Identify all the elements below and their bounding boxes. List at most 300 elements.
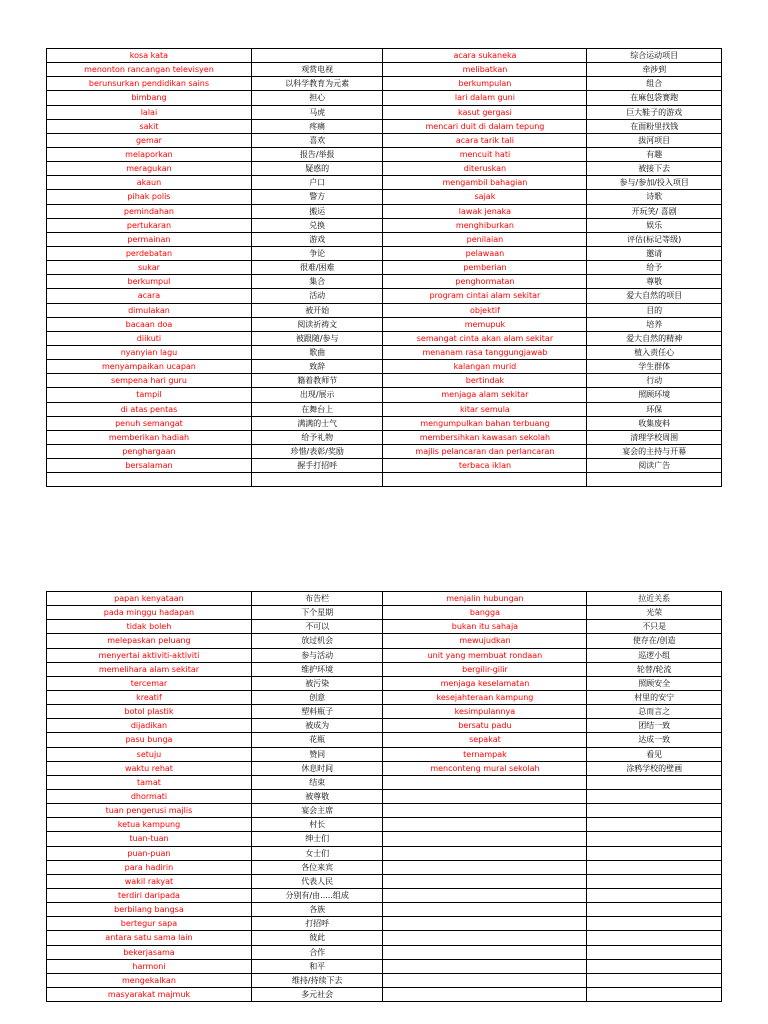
malay-term-cell: para hadirin — [47, 860, 252, 874]
chinese-translation-cell: 马虎 — [251, 105, 383, 119]
chinese-translation-cell: 培养 — [587, 317, 722, 331]
chinese-translation-cell: 警方 — [251, 190, 383, 204]
chinese-translation-cell: 不只是 — [587, 620, 722, 634]
chinese-translation-cell: 维持/持续下去 — [251, 973, 383, 987]
table-row — [47, 402, 722, 416]
table-row — [47, 733, 722, 747]
malay-term-cell: masyarakat majmuk — [47, 987, 252, 1001]
chinese-translation-cell — [587, 818, 722, 832]
table-row — [47, 945, 722, 959]
malay-term-cell: pada minggu hadapan — [47, 606, 252, 620]
malay-term-cell: menjaga alam sekitar — [383, 388, 587, 402]
table-row — [47, 761, 722, 775]
malay-term-cell: objektif — [383, 303, 587, 317]
chinese-translation-cell: 喜欢 — [251, 133, 383, 147]
vocab-table-2 — [46, 591, 722, 1002]
malay-term-cell: kesimpulannya — [383, 705, 587, 719]
chinese-translation-cell: 休息时间 — [251, 761, 383, 775]
malay-term-cell — [383, 917, 587, 931]
malay-term-cell: menanam rasa tanggungjawab — [383, 345, 587, 359]
chinese-translation-cell: 目的 — [587, 303, 722, 317]
malay-term-cell: semangat cinta akan alam sekitar — [383, 331, 587, 345]
chinese-translation-cell: 综合运动项目 — [587, 49, 722, 63]
malay-term-cell: bangga — [383, 606, 587, 620]
chinese-translation-cell: 开玩笑/ 喜剧 — [587, 204, 722, 218]
chinese-translation-cell: 兑换 — [251, 218, 383, 232]
chinese-translation-cell: 行动 — [587, 374, 722, 388]
malay-term-cell: pemindahan — [47, 204, 252, 218]
malay-term-cell: tamat — [47, 775, 252, 789]
malay-term-cell — [383, 818, 587, 832]
malay-term-cell — [383, 945, 587, 959]
table-row — [47, 459, 722, 473]
malay-term-cell: bertegur sapa — [47, 917, 252, 931]
chinese-translation-cell: 和平 — [251, 959, 383, 973]
malay-term-cell: mengambil bahagian — [383, 176, 587, 190]
table-row — [47, 473, 722, 487]
malay-term-cell: menyampaikan ucapan — [47, 360, 252, 374]
chinese-translation-cell: 拉近关系 — [587, 592, 722, 606]
chinese-translation-cell: 被成为 — [251, 719, 383, 733]
malay-term-cell: penuh semangat — [47, 416, 252, 430]
table-row — [47, 648, 722, 662]
chinese-translation-cell: 户口 — [251, 176, 383, 190]
chinese-translation-cell: 代表人民 — [251, 874, 383, 888]
malay-term-cell — [383, 804, 587, 818]
malay-term-cell: harmoni — [47, 959, 252, 973]
table-row — [47, 775, 722, 789]
chinese-translation-cell: 总而言之 — [587, 705, 722, 719]
malay-term-cell: menconteng mural sekolah — [383, 761, 587, 775]
chinese-translation-cell: 轮替/轮流 — [587, 662, 722, 676]
table-row — [47, 77, 722, 91]
malay-term-cell: memelihara alam sekitar — [47, 662, 252, 676]
malay-term-cell — [383, 987, 587, 1001]
malay-term-cell: bimbang — [47, 91, 252, 105]
table-row — [47, 275, 722, 289]
malay-term-cell: tidak boleh — [47, 620, 252, 634]
chinese-translation-cell: 照顾安全 — [587, 676, 722, 690]
malay-term-cell: kasut gergasi — [383, 105, 587, 119]
table-row — [47, 705, 722, 719]
table-row — [47, 133, 722, 147]
malay-term-cell: waktu rehat — [47, 761, 252, 775]
chinese-translation-cell: 结束 — [251, 775, 383, 789]
malay-term-cell: berkumpulan — [383, 77, 587, 91]
malay-term-cell: bersatu padu — [383, 719, 587, 733]
chinese-translation-cell — [587, 874, 722, 888]
table-row — [47, 49, 722, 63]
table-row — [47, 317, 722, 331]
malay-term-cell — [383, 832, 587, 846]
malay-term-cell: terbaca iklan — [383, 459, 587, 473]
malay-term-cell — [383, 903, 587, 917]
chinese-translation-cell: 照顾环境 — [587, 388, 722, 402]
malay-term-cell: terdiri daripada — [47, 888, 252, 902]
chinese-translation-cell: 多元社会 — [251, 987, 383, 1001]
chinese-translation-cell — [587, 931, 722, 945]
chinese-translation-cell: 疼痛 — [251, 119, 383, 133]
chinese-translation-cell: 合作 — [251, 945, 383, 959]
chinese-translation-cell: 疑惑的 — [251, 162, 383, 176]
malay-term-cell — [383, 775, 587, 789]
table-row — [47, 804, 722, 818]
chinese-translation-cell: 出现/展示 — [251, 388, 383, 402]
malay-term-cell: sempena hari guru — [47, 374, 252, 388]
chinese-translation-cell — [587, 888, 722, 902]
chinese-translation-cell: 阅读祈祷文 — [251, 317, 383, 331]
malay-term-cell: berbilang bangsa — [47, 903, 252, 917]
chinese-translation-cell: 看见 — [587, 747, 722, 761]
chinese-translation-cell: 争论 — [251, 246, 383, 260]
malay-term-cell: melepaskan peluang — [47, 634, 252, 648]
malay-term-cell: kalangan murid — [383, 360, 587, 374]
table-row — [47, 662, 722, 676]
chinese-translation-cell: 村里的安宁 — [587, 690, 722, 704]
table-row — [47, 289, 722, 303]
malay-term-cell: dijadikan — [47, 719, 252, 733]
malay-term-cell: mewujudkan — [383, 634, 587, 648]
chinese-translation-cell: 学生群体 — [587, 360, 722, 374]
malay-term-cell: menyertai aktiviti-aktiviti — [47, 648, 252, 662]
malay-term-cell: bergilir-gilir — [383, 662, 587, 676]
chinese-translation-cell: 涂鸦学校的壁画 — [587, 761, 722, 775]
chinese-translation-cell: 各位来宾 — [251, 860, 383, 874]
malay-term-cell — [383, 789, 587, 803]
malay-term-cell: pemberian — [383, 261, 587, 275]
chinese-translation-cell: 搬运 — [251, 204, 383, 218]
chinese-translation-cell: 收集废料 — [587, 416, 722, 430]
malay-term-cell: kesejahteraan kampung — [383, 690, 587, 704]
chinese-translation-cell: 在麻包袋赛跑 — [587, 91, 722, 105]
chinese-translation-cell — [587, 804, 722, 818]
table-row — [47, 903, 722, 917]
table-row — [47, 789, 722, 803]
table-row — [47, 218, 722, 232]
chinese-translation-cell — [587, 945, 722, 959]
malay-term-cell: tuan-tuan — [47, 832, 252, 846]
chinese-translation-cell: 评估(标记等级) — [587, 232, 722, 246]
malay-term-cell — [383, 860, 587, 874]
table-row — [47, 634, 722, 648]
chinese-translation-cell — [587, 775, 722, 789]
malay-term-cell: bacaan doa — [47, 317, 252, 331]
chinese-translation-cell — [251, 49, 383, 63]
chinese-translation-cell: 籍着教师节 — [251, 374, 383, 388]
table-row — [47, 204, 722, 218]
chinese-translation-cell: 拔河项目 — [587, 133, 722, 147]
malay-term-cell: menjalin hubungan — [383, 592, 587, 606]
malay-term-cell: meragukan — [47, 162, 252, 176]
vocab-table-1 — [46, 48, 722, 487]
table-row — [47, 261, 722, 275]
chinese-translation-cell: 珍惜/表彰/奖励 — [251, 444, 383, 458]
chinese-translation-cell: 被接下去 — [587, 162, 722, 176]
chinese-translation-cell: 赞同 — [251, 747, 383, 761]
chinese-translation-cell — [587, 917, 722, 931]
table-row — [47, 91, 722, 105]
malay-term-cell: bertindak — [383, 374, 587, 388]
chinese-translation-cell: 团结一致 — [587, 719, 722, 733]
table-row — [47, 888, 722, 902]
chinese-translation-cell: 诗歌 — [587, 190, 722, 204]
chinese-translation-cell — [587, 860, 722, 874]
malay-term-cell: memberikan hadiah — [47, 430, 252, 444]
chinese-translation-cell: 娱乐 — [587, 218, 722, 232]
malay-term-cell: berunsurkan pendidikan sains — [47, 77, 252, 91]
table-row — [47, 818, 722, 832]
table-row — [47, 176, 722, 190]
chinese-translation-cell: 彼此 — [251, 931, 383, 945]
chinese-translation-cell: 村长 — [251, 818, 383, 832]
malay-term-cell — [383, 874, 587, 888]
malay-term-cell: setuju — [47, 747, 252, 761]
malay-term-cell: membersihkan kawasan sekolah — [383, 430, 587, 444]
malay-term-cell: pelawaan — [383, 246, 587, 260]
table-row — [47, 620, 722, 634]
chinese-translation-cell: 宴会的主持与开幕 — [587, 444, 722, 458]
malay-term-cell: menjaga keselamatan — [383, 676, 587, 690]
chinese-translation-cell: 给予 — [587, 261, 722, 275]
chinese-translation-cell: 分别有/由.....组成 — [251, 888, 383, 902]
malay-term-cell: menonton rancangan televisyen — [47, 63, 252, 77]
malay-term-cell: puan-puan — [47, 846, 252, 860]
chinese-translation-cell: 有趣 — [587, 147, 722, 161]
chinese-translation-cell: 被尊敬 — [251, 789, 383, 803]
malay-term-cell: mengumpulkan bahan terbuang — [383, 416, 587, 430]
chinese-translation-cell: 参与活动 — [251, 648, 383, 662]
table-row — [47, 959, 722, 973]
chinese-translation-cell: 创意 — [251, 690, 383, 704]
table-row — [47, 331, 722, 345]
chinese-translation-cell: 在面粉里找钱 — [587, 119, 722, 133]
chinese-translation-cell: 维护环境 — [251, 662, 383, 676]
chinese-translation-cell: 很难/困难 — [251, 261, 383, 275]
malay-term-cell: penghargaan — [47, 444, 252, 458]
malay-term-cell: akaun — [47, 176, 252, 190]
chinese-translation-cell: 活动 — [251, 289, 383, 303]
malay-term-cell: diikuti — [47, 331, 252, 345]
chinese-translation-cell: 清理学校周围 — [587, 430, 722, 444]
chinese-translation-cell: 阅读广告 — [587, 459, 722, 473]
malay-term-cell: lalai — [47, 105, 252, 119]
table-row — [47, 676, 722, 690]
chinese-translation-cell — [587, 903, 722, 917]
malay-term-cell: acara sukaneka — [383, 49, 587, 63]
malay-term-cell — [383, 931, 587, 945]
malay-term-cell: sukar — [47, 261, 252, 275]
malay-term-cell: bukan itu sahaja — [383, 620, 587, 634]
table-row — [47, 416, 722, 430]
malay-term-cell: botol plastik — [47, 705, 252, 719]
table-row — [47, 162, 722, 176]
table-row — [47, 232, 722, 246]
malay-term-cell: ternampak — [383, 747, 587, 761]
malay-term-cell: lawak jenaka — [383, 204, 587, 218]
malay-term-cell — [383, 473, 587, 487]
malay-term-cell: nyanyian lagu — [47, 345, 252, 359]
chinese-translation-cell — [587, 959, 722, 973]
malay-term-cell — [383, 959, 587, 973]
chinese-translation-cell: 被污染 — [251, 676, 383, 690]
chinese-translation-cell: 环保 — [587, 402, 722, 416]
table-row — [47, 147, 722, 161]
chinese-translation-cell: 组合 — [587, 77, 722, 91]
chinese-translation-cell: 爱大自然的精神 — [587, 331, 722, 345]
chinese-translation-cell — [587, 987, 722, 1001]
chinese-translation-cell: 担心 — [251, 91, 383, 105]
chinese-translation-cell — [587, 973, 722, 987]
malay-term-cell: melaporkan — [47, 147, 252, 161]
table-row — [47, 374, 722, 388]
chinese-translation-cell: 下个星期 — [251, 606, 383, 620]
chinese-translation-cell: 光荣 — [587, 606, 722, 620]
malay-term-cell: memupuk — [383, 317, 587, 331]
chinese-translation-cell: 被开始 — [251, 303, 383, 317]
malay-term-cell: sepakat — [383, 733, 587, 747]
malay-term-cell: di atas pentas — [47, 402, 252, 416]
table-row — [47, 874, 722, 888]
chinese-translation-cell: 给予礼物 — [251, 430, 383, 444]
chinese-translation-cell: 塑料瓶子 — [251, 705, 383, 719]
malay-term-cell: acara tarik tali — [383, 133, 587, 147]
malay-term-cell: kosa kata — [47, 49, 252, 63]
table-row — [47, 345, 722, 359]
chinese-translation-cell: 被跟随/参与 — [251, 331, 383, 345]
malay-term-cell: kreatif — [47, 690, 252, 704]
malay-term-cell: tuan pengerusi majlis — [47, 804, 252, 818]
malay-term-cell: tercemar — [47, 676, 252, 690]
table-row — [47, 105, 722, 119]
chinese-translation-cell: 巨大鞋子的游戏 — [587, 105, 722, 119]
chinese-translation-cell: 歌曲 — [251, 345, 383, 359]
malay-term-cell: antara satu sama lain — [47, 931, 252, 945]
chinese-translation-cell: 打招呼 — [251, 917, 383, 931]
table-row — [47, 917, 722, 931]
malay-term-cell: gemar — [47, 133, 252, 147]
malay-term-cell: penghormatan — [383, 275, 587, 289]
chinese-translation-cell: 握手打招呼 — [251, 459, 383, 473]
chinese-translation-cell: 放过机会 — [251, 634, 383, 648]
chinese-translation-cell: 女士们 — [251, 846, 383, 860]
malay-term-cell: majlis pelancaran dan perlancaran — [383, 444, 587, 458]
chinese-translation-cell: 尊敬 — [587, 275, 722, 289]
malay-term-cell: bekerjasama — [47, 945, 252, 959]
malay-term-cell — [383, 846, 587, 860]
chinese-translation-cell — [587, 846, 722, 860]
malay-term-cell: mencari duit di dalam tepung — [383, 119, 587, 133]
malay-term-cell: bersalaman — [47, 459, 252, 473]
table-row — [47, 832, 722, 846]
chinese-translation-cell: 绅士们 — [251, 832, 383, 846]
malay-term-cell: wakil rakyat — [47, 874, 252, 888]
table-row — [47, 592, 722, 606]
chinese-translation-cell — [587, 832, 722, 846]
table-row — [47, 860, 722, 874]
chinese-translation-cell: 爱大自然的项目 — [587, 289, 722, 303]
chinese-translation-cell — [587, 789, 722, 803]
malay-term-cell: sakit — [47, 119, 252, 133]
malay-term-cell: penilaian — [383, 232, 587, 246]
table-row — [47, 360, 722, 374]
malay-term-cell: perdebatan — [47, 246, 252, 260]
malay-term-cell: melibatkan — [383, 63, 587, 77]
chinese-translation-cell: 达成一致 — [587, 733, 722, 747]
malay-term-cell: tampil — [47, 388, 252, 402]
table-row — [47, 63, 722, 77]
table-row — [47, 119, 722, 133]
table-row — [47, 846, 722, 860]
malay-term-cell: pertukaran — [47, 218, 252, 232]
chinese-translation-cell: 集合 — [251, 275, 383, 289]
chinese-translation-cell: 巡逻小组 — [587, 648, 722, 662]
malay-term-cell: unit yang membuat rondaan — [383, 648, 587, 662]
table-row — [47, 303, 722, 317]
malay-term-cell — [383, 973, 587, 987]
malay-term-cell: pihak polis — [47, 190, 252, 204]
chinese-translation-cell: 满满的士气 — [251, 416, 383, 430]
table-row — [47, 747, 722, 761]
chinese-translation-cell: 邀请 — [587, 246, 722, 260]
chinese-translation-cell: 报告/举报 — [251, 147, 383, 161]
malay-term-cell: sajak — [383, 190, 587, 204]
chinese-translation-cell: 致辞 — [251, 360, 383, 374]
table-row — [47, 430, 722, 444]
malay-term-cell: dhormati — [47, 789, 252, 803]
table-row — [47, 246, 722, 260]
table-row — [47, 719, 722, 733]
malay-term-cell: acara — [47, 289, 252, 303]
chinese-translation-cell: 游戏 — [251, 232, 383, 246]
chinese-translation-cell: 观赏电视 — [251, 63, 383, 77]
chinese-translation-cell — [251, 473, 383, 487]
chinese-translation-cell: 花瓶 — [251, 733, 383, 747]
malay-term-cell: menghiburkan — [383, 218, 587, 232]
chinese-translation-cell — [587, 473, 722, 487]
table-row — [47, 388, 722, 402]
malay-term-cell — [383, 888, 587, 902]
malay-term-cell: ketua kampung — [47, 818, 252, 832]
table-row — [47, 931, 722, 945]
table-row — [47, 690, 722, 704]
chinese-translation-cell: 牵涉到 — [587, 63, 722, 77]
chinese-translation-cell: 使存在/创造 — [587, 634, 722, 648]
malay-term-cell: permainan — [47, 232, 252, 246]
malay-term-cell: berkumpul — [47, 275, 252, 289]
chinese-translation-cell: 各族 — [251, 903, 383, 917]
chinese-translation-cell: 在舞台上 — [251, 402, 383, 416]
malay-term-cell: mengekalkan — [47, 973, 252, 987]
table-row — [47, 606, 722, 620]
malay-term-cell: mencuit hati — [383, 147, 587, 161]
malay-term-cell — [47, 473, 252, 487]
table-row — [47, 190, 722, 204]
malay-term-cell: lari dalam guni — [383, 91, 587, 105]
malay-term-cell: kitar semula — [383, 402, 587, 416]
chinese-translation-cell: 植入责任心 — [587, 345, 722, 359]
chinese-translation-cell: 以科学教育为元素 — [251, 77, 383, 91]
table-row — [47, 444, 722, 458]
table-row — [47, 973, 722, 987]
table-row — [47, 987, 722, 1001]
malay-term-cell: pasu bunga — [47, 733, 252, 747]
malay-term-cell: diteruskan — [383, 162, 587, 176]
chinese-translation-cell: 宴会主席 — [251, 804, 383, 818]
malay-term-cell: dimulakan — [47, 303, 252, 317]
malay-term-cell: program cintai alam sekitar — [383, 289, 587, 303]
chinese-translation-cell: 布告栏 — [251, 592, 383, 606]
chinese-translation-cell: 不可以 — [251, 620, 383, 634]
